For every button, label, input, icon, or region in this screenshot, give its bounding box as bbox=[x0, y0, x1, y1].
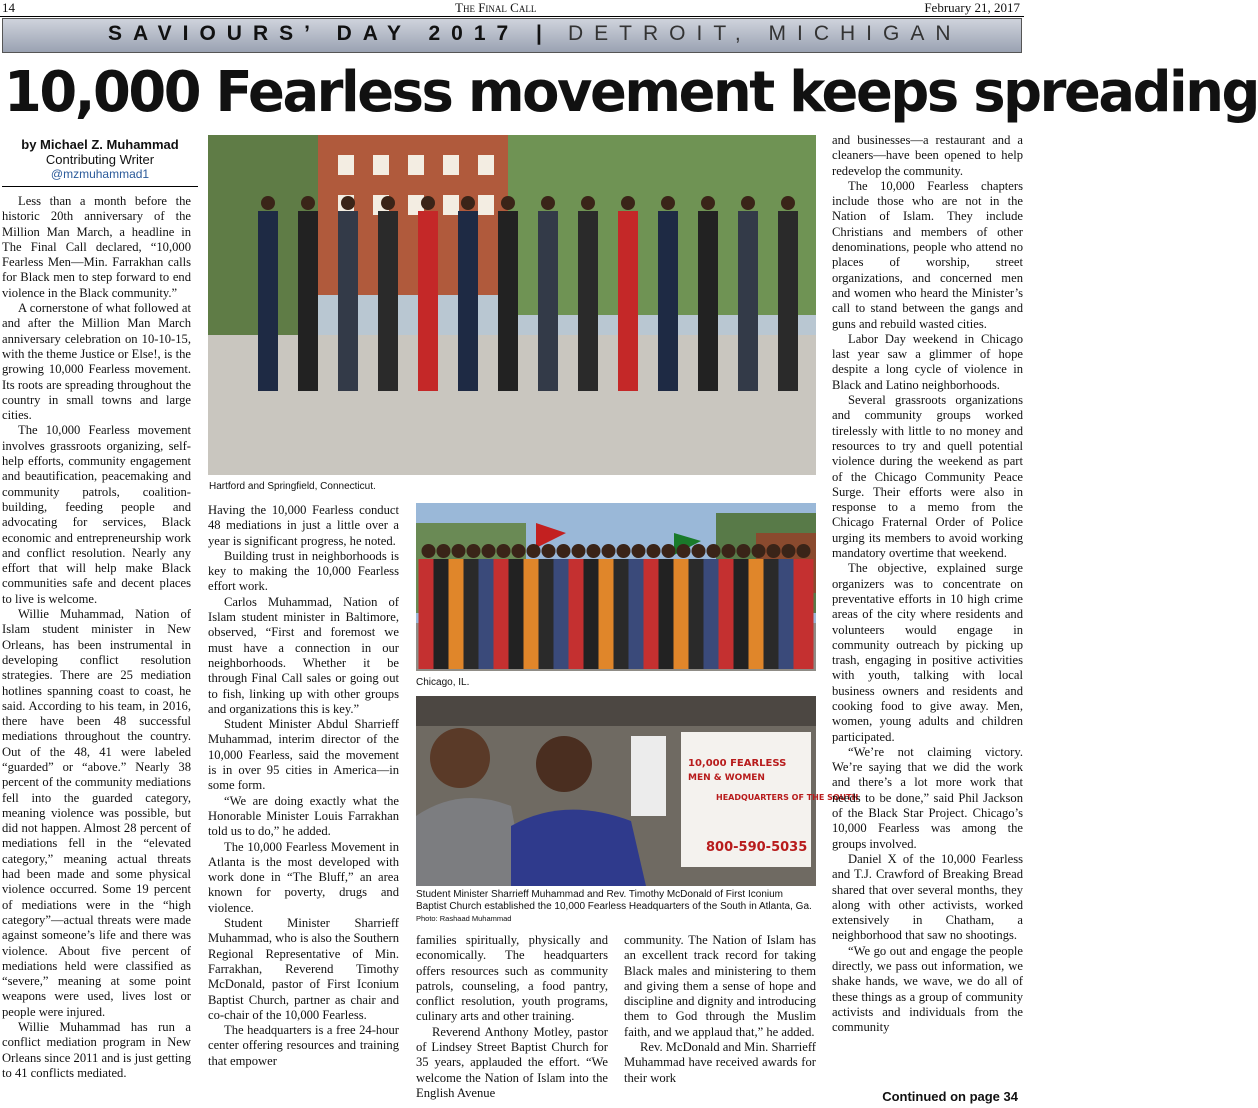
paragraph: Student Minister Sharrieff Muhammad, who is also the Southern Regional Representative of Min. Farrakhan, Reverend Timothy McDonald, pastor of First Iconium Baptist Church, partner as chair and co-chair of the 10,000 Fearless. bbox=[208, 916, 399, 1022]
person-head bbox=[572, 544, 586, 558]
paragraph: Having the 10,000 Fearless conduct 48 mediations in just a little over a year is significant progress, he noted. bbox=[208, 503, 399, 548]
page-header bbox=[0, 0, 1024, 16]
paragraph: A cornerstone of what followed at and after the Million Man March anniversary celebration on 10-10-15, with the theme Justice or Else!, is the growing 10,000 Fearless movement. Its roots are spreading throughout the country in small towns and large cities. bbox=[2, 301, 191, 423]
paragraph: Daniel X of the 10,000 Fearless and T.J. Crawford of Breaking Bread shared that over several months, they along with other activists, worked extensively in Chatham, a neighborhood that saw no shootings. bbox=[832, 851, 1023, 943]
banner-event: SAVIOURS’ DAY 2017 | bbox=[108, 22, 553, 45]
person-head bbox=[381, 196, 395, 210]
paragraph: Student Minister Abdul Sharrieff Muhammad, interim director of the 10,000 Fearless, said the movement is in over 95 cities in America—in some form. bbox=[208, 717, 399, 793]
person-head bbox=[557, 544, 571, 558]
author-name: by Michael Z. Muhammad bbox=[21, 137, 179, 152]
person-head bbox=[661, 196, 675, 210]
person-head bbox=[341, 196, 355, 210]
person-body bbox=[618, 211, 638, 391]
sign-fearless-text: 10,000 FEARLESS bbox=[688, 758, 787, 769]
person-head bbox=[621, 196, 635, 210]
person-head bbox=[737, 544, 751, 558]
person-head bbox=[701, 196, 715, 210]
paragraph: families spiritually, physically and economically. The headquarters offers resources such as community patrols, counseling, a food pantry, conflict resolution, youth programs, culinary arts and other training. bbox=[416, 933, 608, 1024]
article-column-3 bbox=[416, 933, 608, 1103]
person-head bbox=[602, 544, 616, 558]
person-body bbox=[578, 211, 598, 391]
paragraph: “We are doing exactly what the Honorable Minister Louis Farrakhan told us to do,” he added. bbox=[208, 793, 399, 839]
paragraph: Labor Day weekend in Chicago last year saw a glimmer of hope despite a long cycle of violence in Black and Latino neighborhoods. bbox=[832, 331, 1023, 392]
person-head bbox=[467, 544, 481, 558]
person-head bbox=[301, 196, 315, 210]
photo-chicago bbox=[416, 503, 816, 671]
paragraph: Willie Muhammad has run a conflict mediation program in New Orleans since 2011 and is just getting to 41 conflicts mediated. bbox=[2, 1020, 191, 1080]
section-banner bbox=[2, 18, 1022, 53]
issue-date: February 21, 2017 bbox=[924, 0, 1020, 15]
person-head bbox=[741, 196, 755, 210]
page-number: 14 bbox=[2, 0, 15, 15]
person-head bbox=[452, 544, 466, 558]
paragraph: The headquarters is a free 24-hour center offering resources and training that empower bbox=[208, 1023, 399, 1068]
person-body bbox=[338, 211, 358, 391]
person-head bbox=[797, 544, 811, 558]
sign-phone-text: 800-590-5035 bbox=[706, 840, 808, 855]
person-head bbox=[541, 196, 555, 210]
paragraph: Reverend Anthony Motley, pastor of Lindsey Street Baptist Church for 35 years, applauded the effort. “We welcome the Nation of Islam into the English Avenue bbox=[416, 1024, 608, 1100]
person-head bbox=[767, 544, 781, 558]
portrait-photo-3 bbox=[416, 696, 859, 886]
paragraph: “We go out and engage the people directly, we pass out information, we shake hands, we wave, we do all of these things as a group of community activists and individuals from the community bbox=[832, 943, 1023, 1035]
person-body bbox=[794, 559, 814, 669]
person-head bbox=[707, 544, 721, 558]
person-body bbox=[418, 211, 438, 391]
person-head bbox=[587, 544, 601, 558]
person-head bbox=[617, 544, 631, 558]
person-head bbox=[527, 544, 541, 558]
photo-3-credit: Photo: Rashaad Muhammad bbox=[416, 914, 512, 923]
person-head bbox=[261, 196, 275, 210]
paragraph: and businesses—a restaurant and a cleaners—have been opened to help redevelop the community. bbox=[832, 133, 1023, 178]
person-head bbox=[677, 544, 691, 558]
paragraph: Carlos Muhammad, Nation of Islam student minister in Baltimore, observed, “First and foremost we must have a connection in our neighborhoods. Whether it be through Final Call sales or going out to fish, linking up with other groups and organizations this is key.” bbox=[208, 594, 399, 716]
caption-photo-3 bbox=[416, 889, 816, 925]
person-head bbox=[692, 544, 706, 558]
person-body bbox=[698, 211, 718, 391]
group-photo-2 bbox=[416, 503, 816, 671]
paragraph: The 10,000 Fearless Movement in Atlanta is the most developed with work done in “The Bluff,” an area known for poverty, drugs and violence. bbox=[208, 839, 399, 915]
person-head bbox=[501, 196, 515, 210]
headline: 10,000 Fearless movement keeps spreading bbox=[4, 60, 1258, 125]
person-head bbox=[422, 544, 436, 558]
author-role: Contributing Writer bbox=[45, 152, 155, 167]
person-body bbox=[458, 211, 478, 391]
person-head bbox=[542, 544, 556, 558]
person-head bbox=[647, 544, 661, 558]
person-head bbox=[662, 544, 676, 558]
photo-atlanta-headquarters bbox=[416, 696, 859, 886]
banner-location: DETROIT, MICHIGAN bbox=[568, 22, 962, 45]
person-body bbox=[778, 211, 798, 391]
article-column-5 bbox=[832, 133, 1023, 1088]
newspaper-name: The Final Call bbox=[455, 0, 537, 15]
person-body bbox=[378, 211, 398, 391]
caption-photo-2: Chicago, IL. bbox=[416, 677, 470, 688]
caption-photo-3-text: Student Minister Sharrieff Muhammad and Rev. Timothy McDonald of First Iconium Baptist Church established the 10,000 Fearless Headquarters of the South in Atlanta, Ga. bbox=[416, 889, 812, 912]
person-head bbox=[437, 544, 451, 558]
article-column-2 bbox=[208, 503, 399, 1103]
paragraph: Building trust in neighborhoods is key to making the 10,000 Fearless effort work. bbox=[208, 548, 399, 594]
photo-hartford-springfield bbox=[208, 135, 816, 475]
paragraph: “We’re not claiming victory. We’re saying that we did the work and there’s a lot more work that needs to be done,” said Phil Jackson of the Black Star Project. Chicago’s 10,000 Fearless was among the groups involved. bbox=[832, 744, 1023, 851]
continued-on-page[interactable]: Continued on page 34 bbox=[882, 1089, 1018, 1104]
person-head bbox=[752, 544, 766, 558]
paragraph: Several grassroots organizations and community groups worked tirelessly with little to no money and resources to try and quell potential violence during the weekend as part of the Chicago Community Peace Surge. Their efforts were also in response to a memo from the Chicago Fraternal Order of Police urging its members to avoid working mandatory overtime that weekend. bbox=[832, 393, 1023, 561]
paragraph: The 10,000 Fearless chapters include those who are not in the Nation of Islam. They include Christians and members of other denominations, people who attend no places of worship, street organizations, and concerned men and women who heard the Minister’s call to stand between the gangs and guns and rebuild wasted cities. bbox=[832, 178, 1023, 331]
person-head bbox=[421, 196, 435, 210]
paragraph: Rev. McDonald and Min. Sharrieff Muhammad have received awards for their work bbox=[624, 1040, 816, 1085]
sign-headquarters-text: HEADQUARTERS OF THE SOUTH bbox=[716, 793, 859, 802]
byline-rule bbox=[2, 186, 198, 187]
person-body bbox=[538, 211, 558, 391]
person-body bbox=[738, 211, 758, 391]
article-column-1 bbox=[2, 194, 191, 1102]
person-head bbox=[782, 544, 796, 558]
paragraph: Willie Muhammad, Nation of Islam student minister in New Orleans, has been instrumental in developing conflict resolution strategies. There are 25 mediation hotlines spanning coast to coast, he said. According to his team, in 2016, there have been 48 successful mediations throughout the country. Out of the 48, 41 were labeled “guarded” or “above.” Nearly 38 percent of the community mediations fell into the guarded category, meaning violence was possible, but did not happen. Almost 28 percent of mediations fell in the “elevated category,” meaning actual threats had been made and some physical violence occurred. Some 19 percent of mediations were in the “high category”—actual threats were made against someone’s life and there was violence. About five percent of mediations held were classified as “severe,” meaning at some point weapons were used, lives lost or people were injured. bbox=[2, 607, 191, 1019]
header-rule bbox=[0, 16, 1024, 17]
sign-men-women-text: MEN & WOMEN bbox=[688, 773, 765, 783]
group-photo-1 bbox=[208, 135, 816, 475]
author-handle[interactable]: @mzmuhammad1 bbox=[50, 167, 150, 181]
paragraph: The objective, explained surge organizers was to concentrate on preventative efforts in 10 high crime areas of the city where residents and volunteers would engage in community outreach by picking up trash, engaging in positive activities with youth, talking with local business owners and residents and cooking food to give away. Men, women, young adults and children participated. bbox=[832, 561, 1023, 744]
person-body bbox=[498, 211, 518, 391]
person-body bbox=[298, 211, 318, 391]
person-body bbox=[258, 211, 278, 391]
person-head bbox=[632, 544, 646, 558]
person-body bbox=[658, 211, 678, 391]
person-head bbox=[781, 196, 795, 210]
person-head bbox=[497, 544, 511, 558]
person-head bbox=[722, 544, 736, 558]
person-head bbox=[482, 544, 496, 558]
person-head bbox=[512, 544, 526, 558]
caption-photo-1: Hartford and Springfield, Connecticut. bbox=[209, 481, 376, 492]
person-head bbox=[581, 196, 595, 210]
paragraph: Less than a month before the historic 20th anniversary of the Million Man March, a headline in The Final Call declared, “10,000 Fearless Men—Min. Farrakhan calls for Black men to step forward to end violence in the Black community.” bbox=[2, 194, 191, 300]
paragraph: community. The Nation of Islam has an excellent track record for taking Black males and ministering to them and giving them a sense of hope and discipline and dignity and introducing them to God through the Muslim faith, and we applaud that,” he added. bbox=[624, 933, 816, 1039]
person-head bbox=[461, 196, 475, 210]
paragraph: The 10,000 Fearless movement involves grassroots organizing, self-help efforts, community engagement and beautification, peacemaking and community patrols, coalition-building, feeding people and advocating for services, Black economic and entrepreneurship work and conflict resolution. Nearly any effort that will help make Black communities safe and decent places to live is welcome. bbox=[2, 423, 191, 606]
article-column-4 bbox=[624, 933, 816, 1103]
byline bbox=[0, 137, 200, 181]
